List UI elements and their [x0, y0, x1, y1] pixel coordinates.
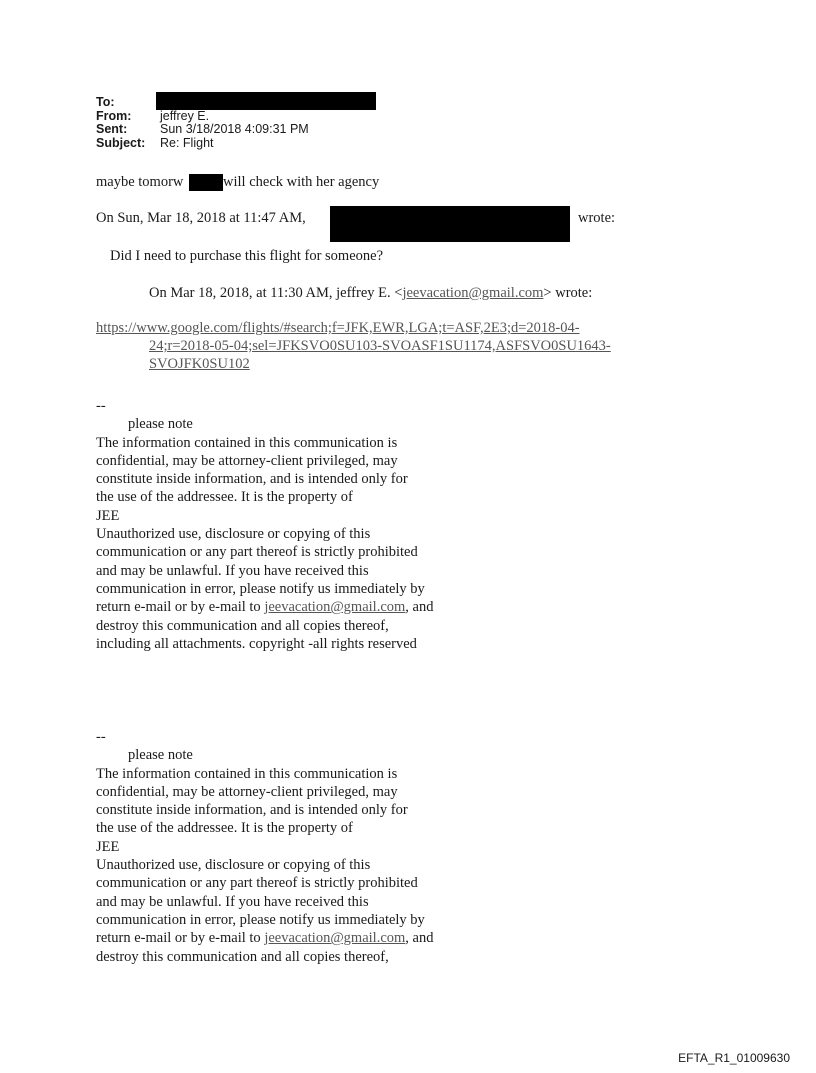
disclaimer-line: constitute inside information, and is intended only for [96, 802, 408, 819]
email-link[interactable]: jeevacation@gmail.com [402, 285, 544, 301]
redaction-box [330, 206, 570, 242]
disclaimer-line: communication in error, please notify us immediately by [96, 911, 425, 928]
sent-label: Sent: [96, 122, 128, 136]
disclaimer-line: the use of the addressee. It is the property of [96, 820, 353, 837]
disclaimer-line: communication or any part thereof is strictly prohibited [96, 544, 418, 561]
disclaimer-line: Unauthorized use, disclosure or copying of this [96, 857, 371, 874]
email-link[interactable]: jeevacation@gmail.com [264, 599, 406, 616]
from-label: From: [96, 108, 132, 123]
disclaimer-2 [96, 728, 433, 966]
disclaimer-line: Unauthorized use, disclosure or copying of this [96, 526, 371, 543]
flight-url-line-1[interactable]: https://www.google.com/flights/#search;f=JFK,EWR,LGA;t=ASF,2E3;d=2018-04- [96, 320, 580, 336]
disclaimer-email-line [96, 929, 433, 947]
disclaimer-line: The information contained in this communication is [96, 434, 398, 451]
disclaimer-line: JEE [96, 838, 120, 855]
disclaimer-1 [96, 397, 433, 653]
disclaimer-line: confidential, may be attorney-client privileged, may [96, 783, 398, 800]
to-label: To: [96, 95, 115, 109]
disclaimer-line: the use of the addressee. It is the property of [96, 489, 353, 506]
disclaimer-line: JEE [96, 507, 120, 524]
reply-text-a: maybe tomorw [96, 174, 184, 190]
disclaimer-line: confidential, may be attorney-client privileged, may [96, 452, 398, 469]
disclaimer-line: The information contained in this communication is [96, 765, 398, 782]
question-line: Did I need to purchase this flight for someone? [110, 248, 384, 264]
signature-dashes: -- [96, 398, 106, 414]
sent-value: Sun 3/18/2018 4:09:31 PM [160, 122, 309, 136]
email-header [96, 96, 376, 150]
disclaimer-line: destroy this communication and all copies thereof, [96, 948, 389, 965]
signature-dashes: -- [96, 729, 106, 745]
email-link[interactable]: jeevacation@gmail.com [264, 930, 406, 947]
flight-url-line-3[interactable]: SVOJFK0SU102 [149, 356, 250, 372]
quote-header-2-text-a: On Mar 18, 2018, at 11:30 AM, jeffrey E. < [149, 285, 403, 301]
disclaimer-email-text-b: , and [405, 930, 434, 947]
please-note: please note [128, 416, 193, 433]
redaction-box [189, 174, 223, 191]
quote-header-1 [96, 210, 306, 227]
disclaimer-line: communication in error, please notify us immediately by [96, 580, 425, 597]
disclaimer-line: destroy this communication and all copies thereof, [96, 617, 389, 634]
disclaimer-email-text-a: return e-mail or by e-mail to [96, 599, 265, 616]
disclaimer-line: and may be unlawful. If you have received this [96, 562, 369, 579]
subject-value: Re: Flight [160, 135, 214, 150]
reply-line [96, 174, 379, 191]
flight-url-line-2[interactable]: 24;r=2018-05-04;sel=JFKSVO0SU103-SVOASF1SU1174,ASFSVO0SU1643- [149, 338, 611, 354]
disclaimer-email-text-a: return e-mail or by e-mail to [96, 930, 265, 947]
disclaimer-line: and may be unlawful. If you have received this [96, 893, 369, 910]
redaction-box [156, 92, 376, 110]
disclaimer-line: communication or any part thereof is strictly prohibited [96, 875, 418, 892]
quote-header-2-text-b: > wrote: [543, 285, 593, 301]
to-row [96, 96, 376, 110]
reply-text-b: will check with her agency [223, 174, 380, 190]
please-note: please note [128, 747, 193, 764]
subject-row [96, 137, 376, 151]
disclaimer-line: including all attachments. copyright -all rights reserved [96, 635, 417, 652]
quote-header-1-wrote: wrote: [578, 210, 616, 226]
subject-label: Subject: [96, 135, 146, 150]
from-row [96, 110, 376, 124]
from-value: jeffrey E. [160, 108, 210, 123]
quote-header-1-text: On Sun, Mar 18, 2018 at 11:47 AM, [96, 210, 306, 226]
quote-header-2 [149, 285, 592, 302]
disclaimer-line: constitute inside information, and is intended only for [96, 471, 408, 488]
disclaimer-email-text-b: , and [405, 599, 434, 616]
sent-row [96, 123, 376, 137]
disclaimer-email-line [96, 598, 433, 616]
document-id: EFTA_R1_01009630 [678, 1051, 790, 1065]
